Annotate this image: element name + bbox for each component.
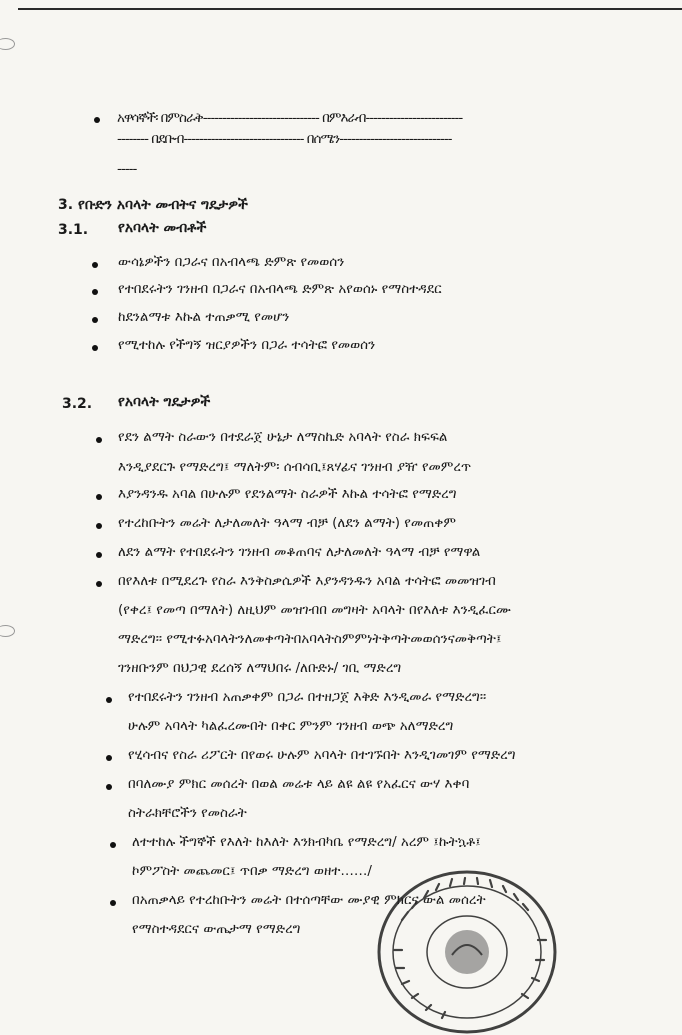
- list-item: የተበደሩትን ገንዘብ በጋራና በአብላጫ ድምጽ አየወሰኑ የማስተዳደር: [118, 281, 442, 297]
- list-item-continuation: እንዲያደርጉ የማድረግ፤ ማለትም፡ ሰብሳቢ፤ጸሃፊና ገንዘብ ያዥ የመምረጥ: [118, 459, 472, 475]
- bullet: [92, 289, 98, 295]
- subsection-title: የአባላት ግዴታዎች: [118, 394, 211, 410]
- list-item-continuation: (የቀረ፤ የመጣ በማለት) ለዚህም መዝገብበ መግዛት አባላት በየእለቱ እንዲፈርሙ: [118, 602, 511, 618]
- bullet: [110, 842, 116, 848]
- list-item-continuation: ገንዘቡንም በህጋዊ ደረሰኝ ለማህበሩ /ለቡድኑ/ ገቢ ማድረግ: [118, 660, 402, 676]
- bullet: [96, 494, 102, 500]
- bullet: [94, 117, 100, 123]
- bullet: [92, 262, 98, 268]
- bullet: [106, 697, 112, 703]
- list-item: ለተተከሉ ችግኞች የእለት ከእለት እንክብካቤ የማድረግ/ አረም ፤ኩትኳቶ፤: [132, 834, 481, 850]
- official-stamp-icon: [372, 860, 562, 1035]
- boundaries-line: -------- በደቡብ------------------------------- በሰሜን-----------------------------: [117, 131, 452, 147]
- list-item-continuation: ኮምፖስት መጨመር፤ ጥበቃ ማድረግ ወዘተ……/: [132, 863, 372, 879]
- list-item: የተረከቡትን መሬት ለታለመለት ዓላማ ብቻ (ለደን ልማት) የመጠቀም: [118, 515, 456, 531]
- list-item: ውሳኔዎችን በጋራና በአብላጫ ድምጽ የመወሰን: [118, 254, 345, 270]
- list-item-continuation: ማድረግ፡፡ የሚተፉአባላትንለመቀጣትበአባላትስምምነትቅጣትመወሰንናመቅጣት፤: [118, 631, 502, 647]
- bullet: [92, 345, 98, 351]
- section-title: የቡድን አባላት መብትና ግዴታዎች: [78, 197, 248, 213]
- bullet: [96, 523, 102, 529]
- list-item: የተበደሩትን ገንዘብ አጠቃቀም በጋራ በተዘጋጀ እቅድ እንዲመራ የማድረግ፡፡: [128, 689, 487, 705]
- bullet: [106, 784, 112, 790]
- subsection-number: 3.2.: [62, 396, 93, 412]
- section-number: 3.: [58, 197, 74, 213]
- top-border-line: [18, 8, 682, 10]
- bullet: [96, 437, 102, 443]
- subsection-number: 3.1.: [58, 222, 89, 238]
- list-item: የሚተከሉ የችግኝ ዝርያዎችን በጋራ ተሳትፎ የመወሰን: [118, 337, 376, 353]
- bullet: [106, 755, 112, 761]
- punch-hole-mark: [0, 38, 15, 50]
- list-item: በባለሙያ ምክር መሰረት በወል መሬቱ ላይ ልዩ ልዩ የአፈርና ውሃ እቀባ: [128, 776, 470, 792]
- subsection-title: የአባላት መብቶች: [118, 220, 207, 236]
- list-item: ከደንልማቱ እኩል ተጠቃሚ የመሆን: [118, 309, 290, 325]
- list-item: እያንዳንዱ አባል በሁሉም የደንልማት ስራዎች እኩል ተሳትፎ የማድረግ: [118, 486, 457, 502]
- bullet: [92, 317, 98, 323]
- boundaries-line: -----: [117, 161, 137, 177]
- punch-hole-mark: [0, 625, 15, 637]
- list-item-continuation: የማስተዳደርና ውጤታማ የማድረግ: [132, 921, 301, 937]
- list-item: በየእለቱ በሚደረጉ የስራ እንቅስቃሴዎች እያንዳንዱን አባል ተሳትፎ መመዝገብ: [118, 573, 496, 589]
- list-item-continuation: ሁሉም አባላት ካልፈረሙበት በቀር ምንም ገንዘብ ወጭ አለማድረግ: [128, 718, 454, 734]
- bullet: [110, 900, 116, 906]
- list-item: የደን ልማት ስራውን በተደራጀ ሁኔታ ለማስኬድ አባላት የስራ ክፍፍል: [118, 429, 448, 445]
- bullet: [96, 552, 102, 558]
- list-item: ለደን ልማት የተበደሩትን ገንዘብ መቆጠባና ለታለመለት ዓላማ ብቻ የማዋል: [118, 544, 481, 560]
- list-item: በአጠቃላይ የተረከቡትን መሬት በተሰጣቸው ሙያዊ ምክርና ውል መሰረት: [132, 892, 486, 908]
- list-item: የሂሳብና የስራ ሪፖርት በየወሩ ሁሉም አባላት በተገኙበት እንዲገመገም የማድረግ: [128, 747, 516, 763]
- bullet: [96, 581, 102, 587]
- boundaries-line: አዋሳኞች፡ በምስራቅ------------------------------ በምእራብ-------------------------: [117, 110, 463, 126]
- list-item-continuation: ስትራክቸሮችን የመስራት: [128, 805, 247, 821]
